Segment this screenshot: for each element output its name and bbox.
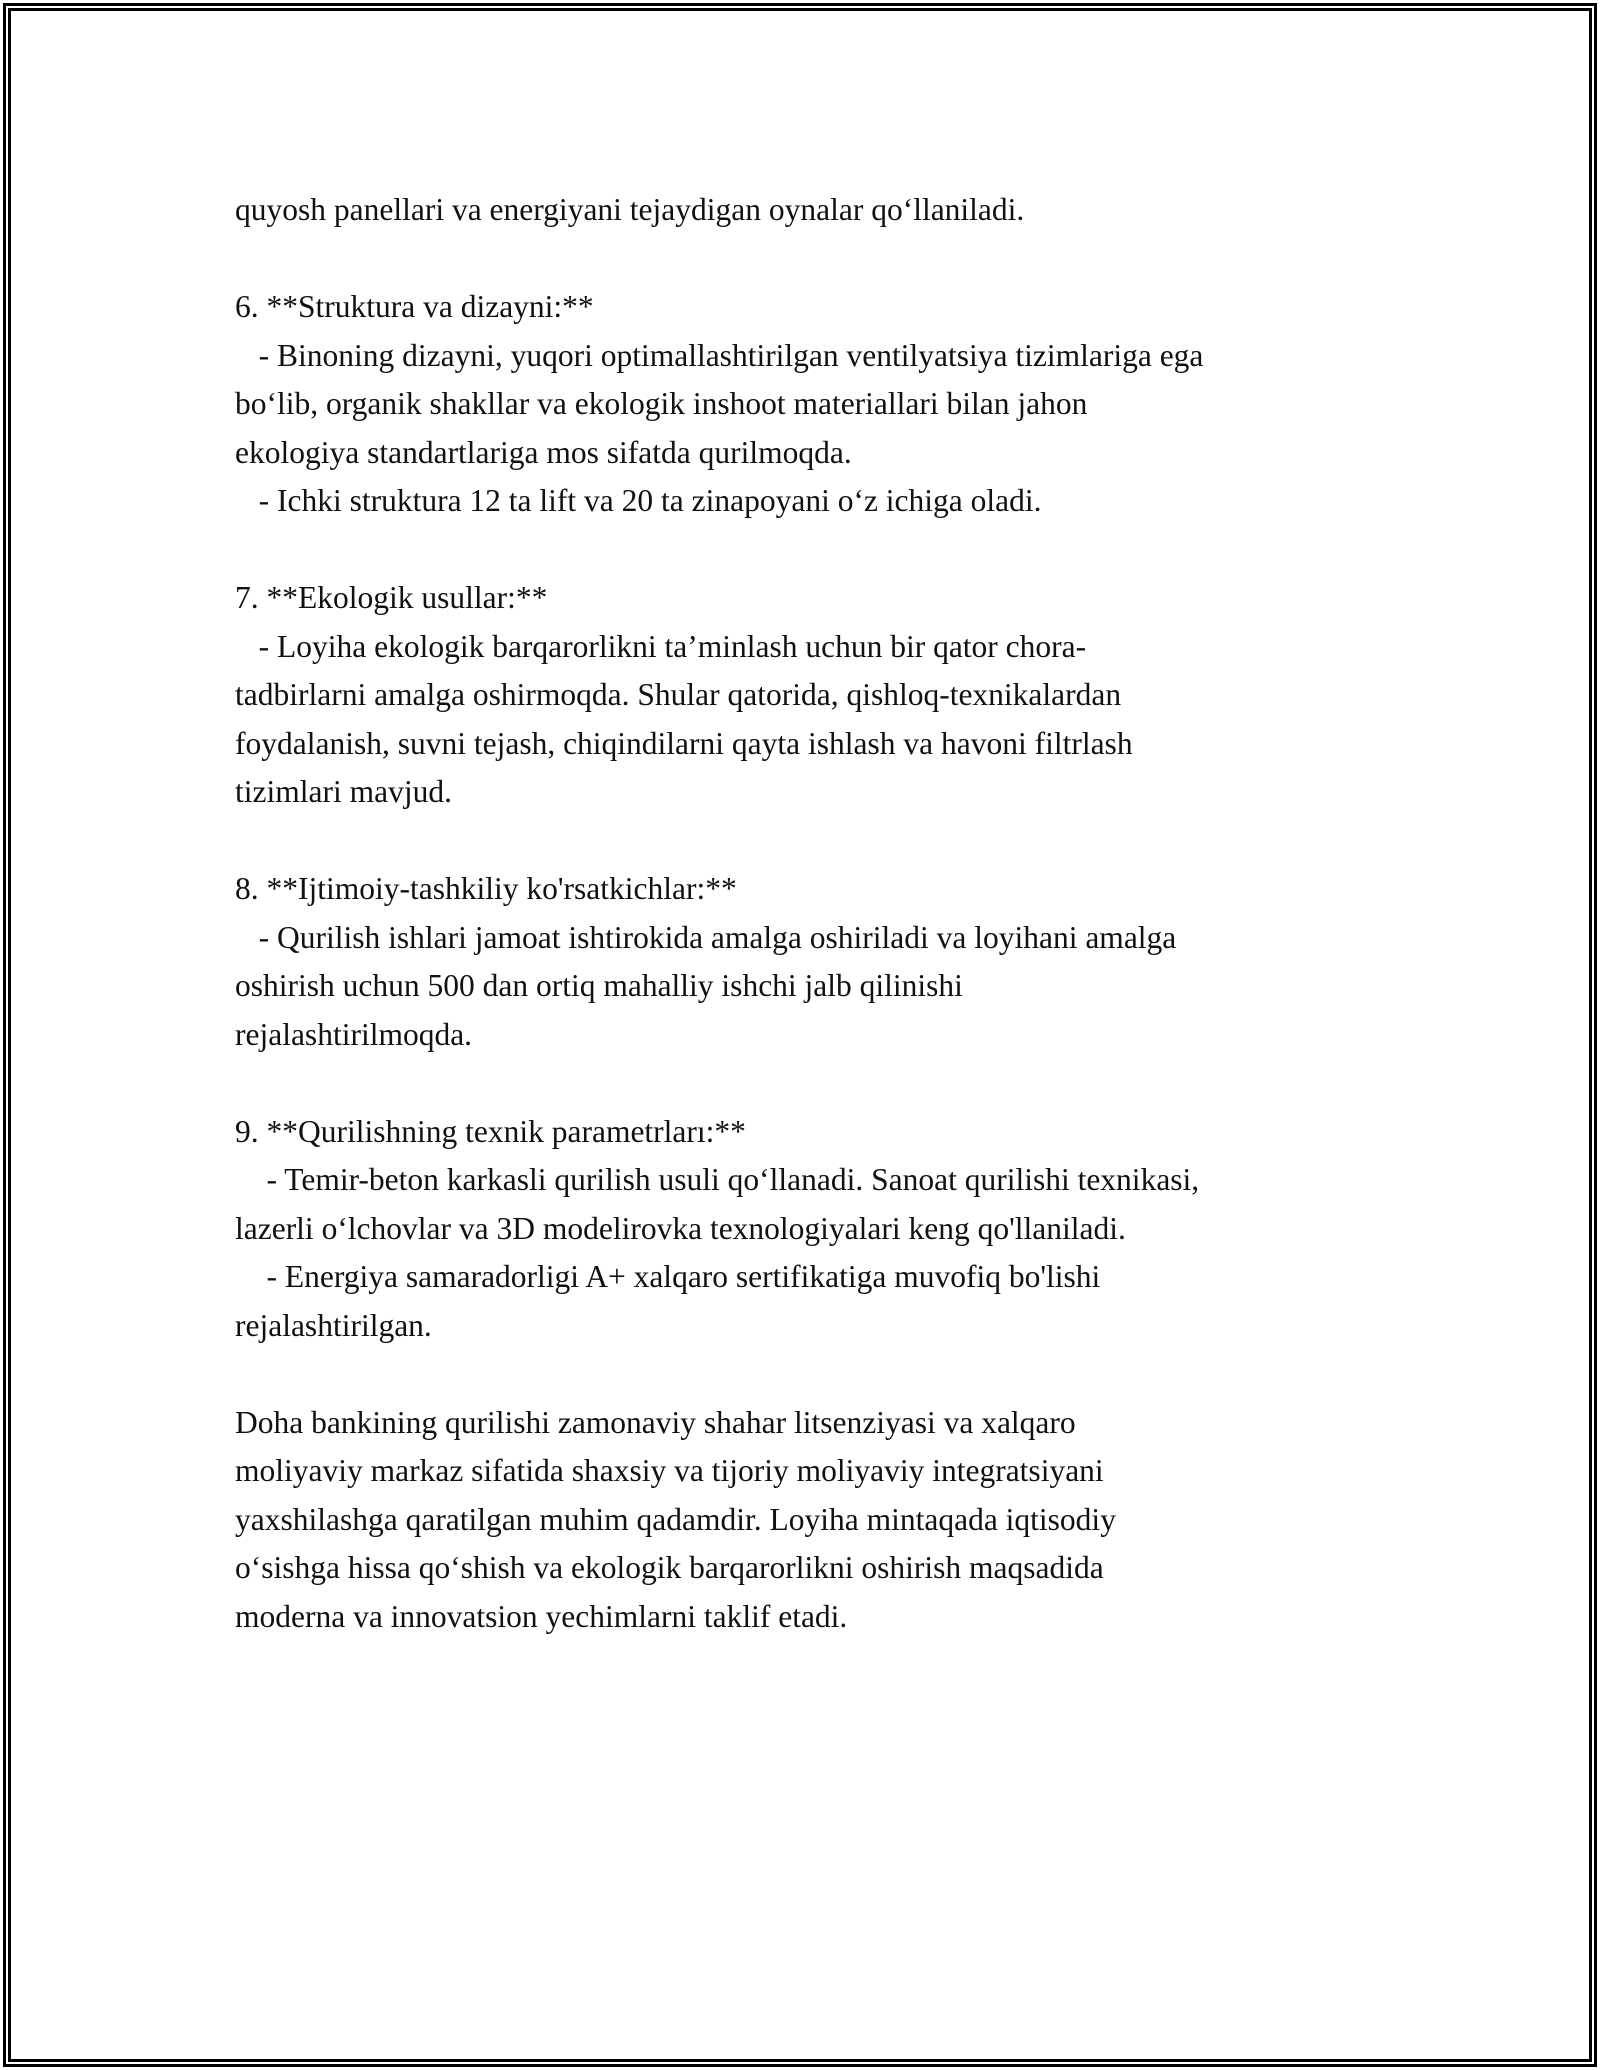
text-line: - Energiya samaradorligi A+ xalqaro sertifikatiga muvofiq bo'lishi [235,1259,1101,1294]
text-line: moliyaviy markaz sifatida shaxsiy va tijoriy moliyaviy integratsiyani [235,1453,1104,1488]
text-line: yaxshilashga qaratilgan muhim qadamdir. Loyiha mintaqada iqtisodiy [235,1501,1116,1537]
text-line: ekologiya standartlariga mos sifatda qurilmoqda. [235,434,852,470]
paragraph-gap [235,1059,1375,1108]
conclusion-paragraph [235,1399,1375,1642]
text-line: oshirish uchun 500 dan ortiq mahalliy ishchi jalb qilinishi [235,968,963,1003]
paragraph-gap [235,1350,1375,1399]
text-line: - Temir-beton karkasli qurilish usuli qo‘llanadi. Sanoat qurilishi texnikasi, [235,1162,1200,1197]
text-line: moderna va innovatsion yechimlarni taklif etadi. [235,1598,848,1634]
text-line: foydalanish, suvni tejash, chiqindilarni qayta ishlash va havoni filtrlash [235,725,1133,761]
section-heading: 9. **Qurilishning texnik parametrları:** [235,1113,746,1149]
text-line: tizimlari mavjud. [235,774,452,809]
document-body [235,186,1375,1641]
section-heading: 8. **Ijtimoiy-tashkiliy ko'rsatkichlar:** [235,871,737,906]
section-heading: 7. **Ekologik usullar:** [235,580,548,615]
section-9 [235,1108,1375,1351]
section-7 [235,574,1375,817]
paragraph-gap [235,235,1375,284]
text-line: lazerli o‘lchovlar va 3D modelirovka texnologiyalari keng qo'llaniladi. [235,1210,1126,1246]
text-line: tadbirlarni amalga oshirmoqda. Shular qatorida, qishloq-texnikalardan [235,677,1122,712]
text-line: Doha bankining qurilishi zamonaviy shahar litsenziyasi va xalqaro [235,1404,1076,1440]
text-line: - Loyiha ekologik barqarorlikni ta’minlash uchun bir qator chora- [235,628,1087,664]
text-line: o‘sishga hissa qo‘shish va ekologik barqarorlikni oshirish maqsadida [235,1550,1104,1585]
text-line: - Qurilish ishlari jamoat ishtirokida amalga oshiriladi va loyihani amalga [235,919,1177,955]
intro-paragraph [235,186,1375,235]
text-line: rejalashtirilgan. [235,1307,432,1343]
text-line: bo‘lib, organik shakllar va ekologik inshoot materiallari bilan jahon [235,386,1088,421]
text-line: - Binoning dizayni, yuqori optimallashtirilgan ventilyatsiya tizimlariga ega [235,337,1204,373]
text-line: rejalashtirilmoqda. [235,1016,473,1052]
section-6 [235,283,1375,526]
text-line: - Ichki struktura 12 ta lift va 20 ta zinapoyani o‘z ichiga oladi. [235,483,1042,518]
paragraph-gap [235,817,1375,866]
section-8 [235,865,1375,1059]
paragraph-gap [235,526,1375,575]
section-heading: 6. **Struktura va dizayni:** [235,289,594,324]
text-line: quyosh panellari va energiyani tejaydigan oynalar qo‘llaniladi. [235,192,1025,227]
